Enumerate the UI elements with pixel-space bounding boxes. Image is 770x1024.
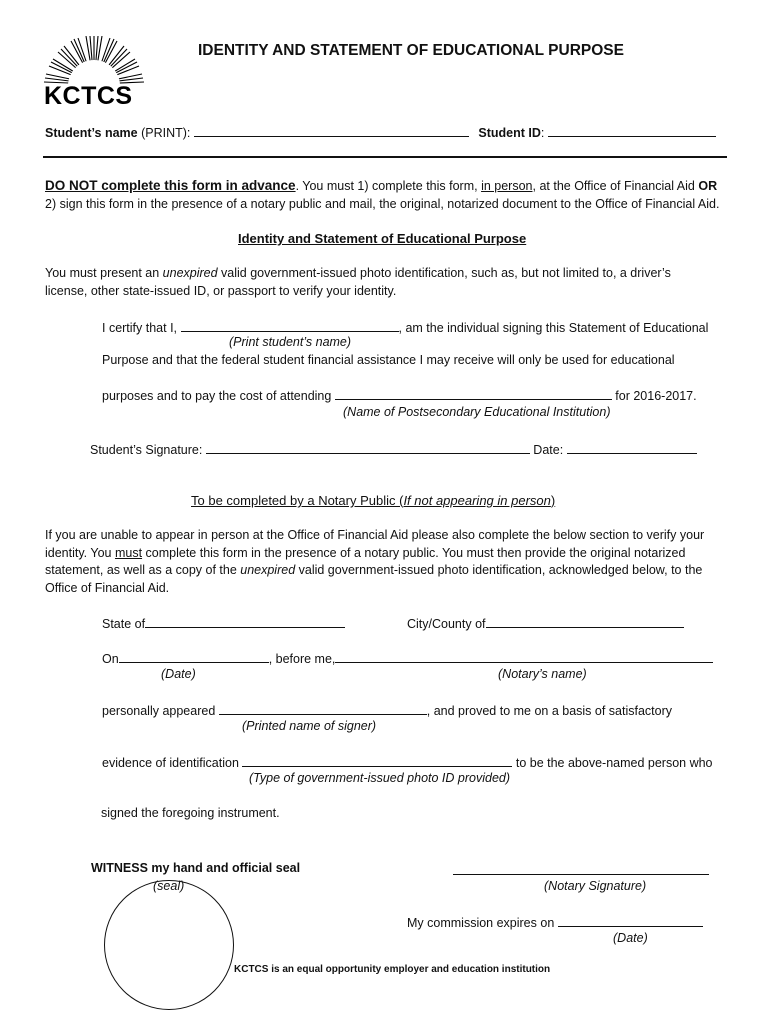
photo-id-type-field[interactable]	[242, 754, 512, 767]
id-req-text-2: valid government-issued photo identification, such as, but not limited to, a driver’s license, other state-issued ID, or passport to verify your identity.	[45, 266, 671, 298]
student-name-label: Student’s name	[45, 126, 138, 140]
sunburst-icon	[40, 36, 148, 86]
institution-name-caption: (Name of Postsecondary Educational Institution)	[343, 405, 611, 419]
student-date-label: Date:	[529, 443, 567, 457]
notary-title-italic: If not appearing in person	[403, 493, 551, 508]
id-requirement	[45, 265, 705, 300]
certify-text-b: , am the individual signing this Statement of Educational	[398, 321, 709, 335]
institution-name-field[interactable]	[335, 387, 612, 400]
city-county-label: City/County of	[407, 617, 486, 631]
student-id-label: Student ID	[478, 126, 541, 140]
commission-date-field[interactable]	[558, 914, 703, 927]
id-req-unexpired: unexpired	[162, 266, 218, 280]
certify-text-3b: for 2016-2017.	[611, 389, 697, 403]
commission-label: My commission expires on	[407, 916, 558, 930]
evidence-row	[102, 754, 713, 770]
or-text: OR	[698, 179, 718, 193]
student-signature-label: Student’s Signature:	[90, 443, 206, 457]
appeared-row	[102, 702, 672, 718]
commission-row	[407, 914, 703, 930]
notary-section-title	[191, 493, 555, 508]
do-not-complete-warning: DO NOT complete this form in advance	[45, 178, 296, 193]
appeared-text-a: personally appeared	[102, 704, 219, 718]
certify-line-3	[102, 387, 697, 403]
footer-statement: KCTCS is an equal opportunity employer and education institution	[234, 964, 551, 975]
commission-date-caption: (Date)	[613, 931, 648, 945]
notary-title-text-2: )	[550, 493, 556, 508]
divider	[43, 156, 727, 158]
student-date-field[interactable]	[567, 441, 697, 454]
state-label: State of	[102, 617, 146, 631]
student-signature-row	[90, 441, 697, 457]
witness-label: WITNESS my hand and official seal	[91, 861, 301, 875]
notary-signature-caption: (Notary Signature)	[544, 879, 647, 893]
appeared-text-b: , and proved to me on a basis of satisfactory	[426, 704, 673, 718]
notary-instr-text-1: If you are unable to appear in person at the Office of Financial Aid please also complete the below section to verify your identity. You	[45, 528, 705, 560]
evidence-text-b: to be the above-named person who	[512, 756, 713, 770]
student-name-print: (PRINT):	[137, 126, 191, 140]
logo-text: KCTCS	[44, 82, 133, 110]
notary-instr-text-3: valid government-issued photo identification, acknowledged below, to the Office of Financial Aid.	[45, 563, 703, 595]
in-person-text: in person	[481, 179, 533, 193]
notary-instructions	[45, 527, 727, 597]
instructions	[45, 177, 725, 213]
before-me-label: , before me,	[268, 652, 336, 666]
city-county-field[interactable]	[486, 615, 684, 628]
notary-instr-must: must	[114, 545, 143, 560]
instructions-text-1: . You must 1) complete this form,	[295, 179, 482, 193]
notary-signature-field[interactable]	[453, 860, 709, 875]
print-student-name-caption: (Print student’s name)	[229, 335, 352, 349]
signer-name-caption: (Printed name of signer)	[242, 719, 377, 733]
evidence-text-a: evidence of identification	[102, 756, 243, 770]
on-date-row	[102, 650, 713, 666]
section-title-identity: Identity and Statement of Educational Purpose	[238, 231, 527, 246]
certify-line-2: Purpose and that the federal student financial assistance I may receive will only be used for educational	[102, 353, 675, 367]
page-title: IDENTITY AND STATEMENT OF EDUCATIONAL PURPOSE	[198, 42, 624, 59]
student-id-colon: :	[540, 126, 545, 140]
state-row	[102, 615, 345, 631]
seal-caption: (seal)	[153, 879, 185, 893]
on-label: On	[102, 652, 119, 666]
certify-line-1	[102, 319, 708, 335]
kctcs-logo	[40, 36, 148, 110]
date-caption: (Date)	[161, 667, 196, 681]
instructions-text-2: , at the Office of Financial Aid	[532, 179, 699, 193]
student-info-row	[45, 124, 716, 140]
notary-name-caption: (Notary’s name)	[498, 667, 587, 681]
state-field[interactable]	[145, 615, 345, 628]
print-student-name-field[interactable]	[181, 319, 399, 332]
student-signature-field[interactable]	[206, 441, 530, 454]
city-county-row	[407, 615, 684, 631]
notary-instr-unexpired: unexpired	[240, 563, 296, 577]
notary-name-field[interactable]	[335, 650, 713, 663]
student-name-field[interactable]	[194, 124, 469, 137]
notary-date-field[interactable]	[119, 650, 269, 663]
certify-text-a: I certify that I,	[102, 321, 181, 335]
signed-instrument-text: signed the foregoing instrument.	[101, 806, 280, 820]
seal-circle	[104, 880, 234, 1010]
photo-id-type-caption: (Type of government-issued photo ID provided)	[249, 771, 511, 785]
notary-title-text-1: To be completed by a Notary Public (	[191, 493, 404, 508]
certify-text-3a: purposes and to pay the cost of attending	[102, 389, 335, 403]
instructions-text-3: 2) sign this form in the presence of a notary public and mail, the original, notarized document to the Office of Financial Aid.	[45, 196, 720, 211]
notary-instr-text-2: complete this form in the presence of a notary public. You must then provide the original notarized statement, as well as a copy of the	[45, 545, 686, 577]
student-id-field[interactable]	[548, 124, 716, 137]
signer-name-field[interactable]	[219, 702, 427, 715]
id-req-text-1: You must present an	[45, 266, 163, 280]
